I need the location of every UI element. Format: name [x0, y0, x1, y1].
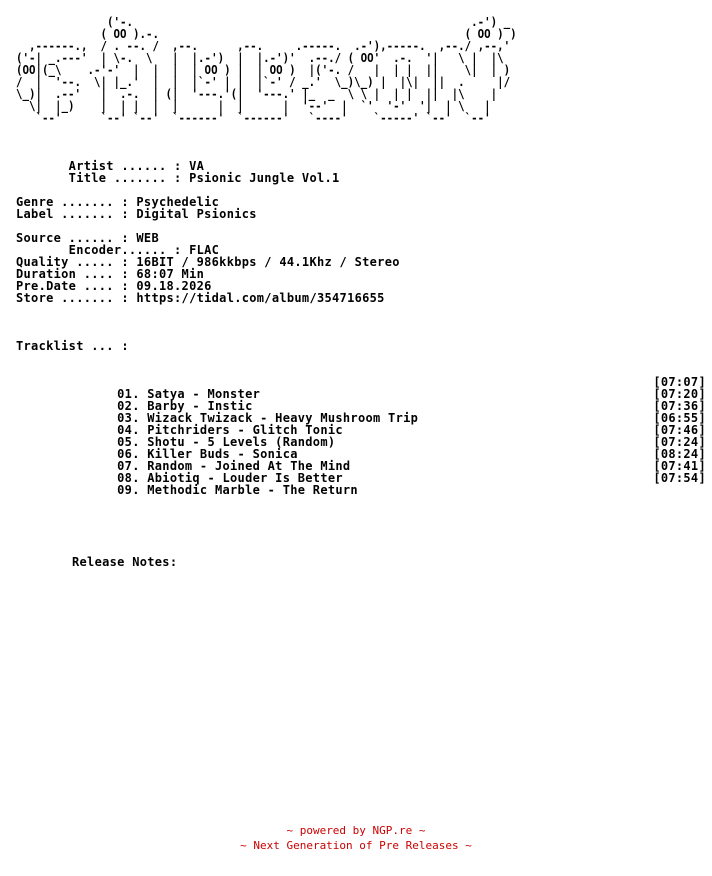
track-duration: [07:24] [653, 435, 706, 449]
source-line: Source ...... : WEB [16, 231, 159, 245]
label-line: Label ....... : Digital Psionics [16, 207, 257, 221]
duration-line: Duration .... : 68:07 Min [16, 267, 205, 281]
track-duration: [06:55] [653, 411, 706, 425]
track-duration: [07:36] [653, 399, 706, 413]
track-title: 08. Abiotiq - Louder Is Better [117, 471, 343, 485]
artist-line: Artist ...... : VA [16, 159, 205, 173]
store-line: Store ....... : https://tidal.com/album/354716655 [16, 291, 385, 305]
ascii-logo: ('-. .-') _ ( OO ).-. ( OO ) ) ,------., / . --. / ,--. ,--. .-----. .-'),-----. ,--./ ,--,' ('-| _.---' | \-. \ | |.-') | |.-')' .--./ ( OO' .-. '| \ | |\ (OO|(_\ .-'-' | | | | OO ) | | OO ) |('-. / | | | || \| | ) / | '--. \| |_.' | | |`-' | | |`-' / _.' \_)\_) | |\| || . |/ \_)| .--' | .-. | (| '---.'(| '---.' |_ _ \ \ | | | || |\ | \| |_) | | | | | | | | '--' | `' '-' '| | \ | `--' `--' `--' `------' `------' `----' `-----' `--' `--' [16, 15, 517, 125]
title-line: Title ....... : Psionic Jungle Vol.1 [16, 171, 340, 185]
predate-line: Pre.Date .... : 09.18.2026 [16, 279, 212, 293]
track-title: 05. Shotu - 5 Levels (Random) [117, 435, 336, 449]
encoder-line: Encoder...... : FLAC [16, 243, 220, 257]
track-title: 01. Satya - Monster [117, 387, 261, 401]
track-duration: [07:07] [653, 375, 706, 389]
footer-tagline: ~ Next Generation of Pre Releases ~ [240, 839, 472, 852]
footer-powered-by: ~ powered by NGP.re ~ [286, 824, 426, 837]
track-duration: [07:20] [653, 387, 706, 401]
track-duration: [07:54] [653, 471, 706, 485]
genre-line: Genre ....... : Psychedelic [16, 195, 220, 209]
track-title: 07. Random - Joined At The Mind [117, 459, 351, 473]
nfo-document [16, 16, 706, 568]
quality-line: Quality ..... : 16BIT / 986kkbps / 44.1Khz / Stereo [16, 255, 400, 269]
track-row [16, 471, 706, 497]
track-title: 06. Killer Buds - Sonica [117, 447, 298, 461]
track-title: 04. Pitchriders - Glitch Tonic [117, 423, 343, 437]
track-duration: [07:41] [653, 459, 706, 473]
release-notes-heading: Release Notes: [72, 555, 178, 569]
track-duration: [07:46] [653, 423, 706, 437]
tracklist-heading: Tracklist ... : [16, 339, 129, 353]
track-title: 09. Methodic Marble - The Return [117, 483, 358, 497]
track-title: 03. Wizack Twizack - Heavy Mushroom Trip [117, 411, 419, 425]
footer [0, 823, 712, 853]
track-list [16, 375, 706, 497]
track-duration: [08:24] [653, 447, 706, 461]
track-title: 02. Barby - Instic [117, 399, 253, 413]
